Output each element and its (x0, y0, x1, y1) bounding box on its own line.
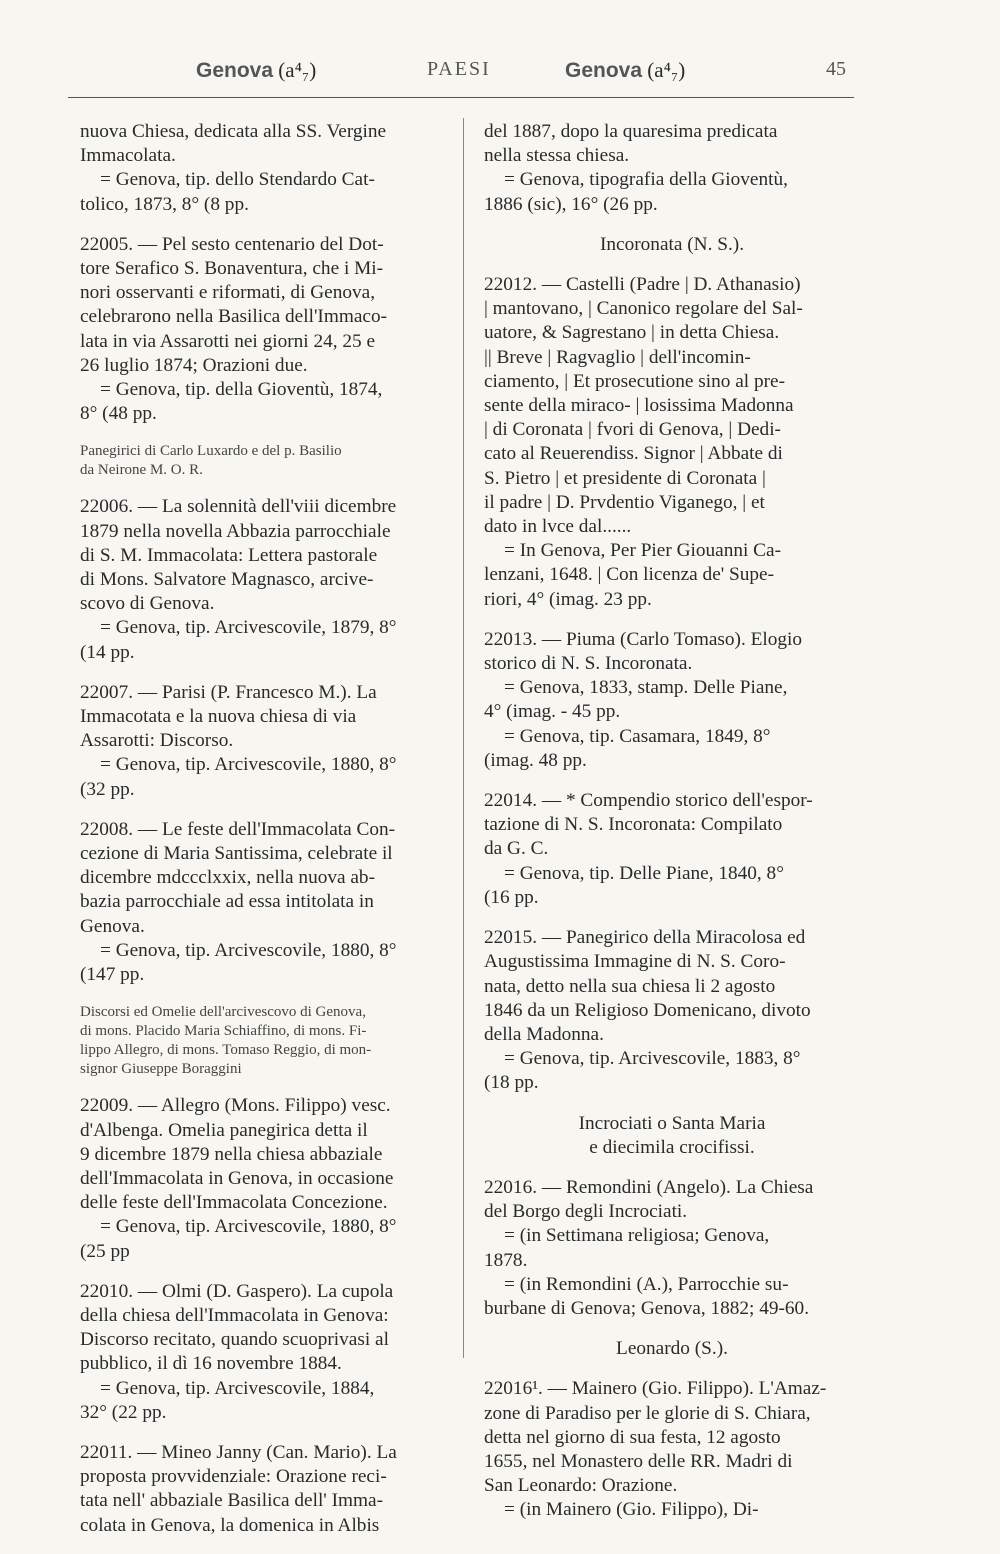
text-line: cato al Reuerendiss. Signor | Abbate di (484, 443, 783, 465)
text-line: 22011. — Mineo Janny (Can. Mario). La (80, 1441, 397, 1463)
text-line: di mons. Placido Maria Schiaffino, di mons. Fi- (80, 1023, 367, 1040)
text-line: 22005. — Pel sesto centenario del Dot- (80, 233, 384, 255)
text-line: signor Giuseppe Boraggini (80, 1061, 242, 1078)
text-line: Incrociati o Santa Maria (578, 1112, 766, 1134)
text-line: 4° (imag. - 45 pp. (484, 701, 621, 723)
text-line: = Genova, tip. Delle Piane, 1840, 8° (504, 862, 784, 884)
text-line: della Madonna. (484, 1023, 604, 1045)
text-line: Assarotti: Discorso. (80, 730, 234, 752)
text-line: burbane di Genova; Genova, 1882; 49-60. (484, 1297, 810, 1319)
text-line: (147 pp. (80, 964, 145, 986)
text-line: da G. C. (484, 838, 549, 860)
text-line: Immacotata e la nuova chiesa di via (80, 706, 357, 728)
entry-note (80, 1003, 448, 1079)
text-line: nella stessa chiesa. (484, 145, 630, 167)
text-line: = Genova, tip. Casamara, 1849, 8° (504, 725, 771, 747)
text-line: scovo di Genova. (80, 593, 215, 615)
text-line: il padre | D. Prvdentio Viganego, | et (484, 491, 765, 513)
text-line: lippo Allegro, di mons. Tomaso Reggio, di mon- (80, 1042, 372, 1059)
text-line: = Genova, tip. Arcivescovile, 1880, 8° (100, 1216, 397, 1238)
text-line: (14 pp. (80, 641, 135, 663)
bibliography-entry (484, 789, 860, 910)
text-line: San Leonardo: Orazione. (484, 1475, 678, 1497)
text-line: S. Pietro | et presidente di Coronata | (484, 467, 766, 489)
text-line: 22006. — La solennità dell'viii dicembre (80, 496, 397, 518)
text-line: del Borgo degli Incrociati. (484, 1201, 688, 1223)
text-line: (18 pp. (484, 1072, 539, 1094)
text-line: 1886 (sic), 16° (26 pp. (484, 193, 658, 215)
text-line: = (in Mainero (Gio. Filippo), Di- (504, 1499, 759, 1521)
text-line: = (in Remondini (A.), Parrocchie su- (504, 1273, 789, 1295)
text-line: (32 pp. (80, 778, 135, 800)
text-line: 1846 da un Religioso Domenicano, divoto (484, 999, 811, 1021)
text-line: 22010. — Olmi (D. Gaspero). La cupola (80, 1280, 394, 1302)
text-line: delle feste dell'Immacolata Concezione. (80, 1192, 388, 1214)
text-line: pubblico, il dì 16 novembre 1884. (80, 1353, 342, 1375)
text-line: 32° (22 pp. (80, 1401, 167, 1423)
text-line: tazione di N. S. Incoronata: Compilato (484, 814, 783, 836)
text-line: 1879 nella novella Abbazia parrocchiale (80, 520, 391, 542)
text-line: nata, detto nella sua chiesa li 2 agosto (484, 975, 776, 997)
text-line: sente della miraco- | losissima Madonna (484, 395, 794, 417)
bibliography-entry (484, 628, 860, 773)
text-line: (imag. 48 pp. (484, 749, 587, 771)
text-line: = Genova, tip. Arcivescovile, 1883, 8° (504, 1048, 801, 1070)
running-head-right (565, 58, 685, 83)
bibliography-entry (484, 1176, 860, 1321)
text-line: = Genova, tip. dello Stendardo Cat- (100, 169, 375, 191)
text-line: del 1887, dopo la quaresima predicata (484, 121, 778, 142)
bibliography-entry (80, 1280, 448, 1425)
text-line: detta nel giorno di sua festa, 12 agosto (484, 1426, 781, 1448)
text-line: uatore, & Sagrestano | in detta Chiesa. (484, 322, 780, 344)
text-line: 22013. — Piuma (Carlo Tomaso). Elogio (484, 628, 803, 650)
entry-continuation (484, 120, 860, 217)
page-header (0, 0, 1000, 105)
text-line: nuova Chiesa, dedicata alla SS. Vergine (80, 121, 387, 142)
text-line: = Genova, tip. Arcivescovile, 1884, (100, 1377, 375, 1399)
right-column (484, 120, 860, 1539)
section-heading (484, 233, 860, 257)
bibliography-entry (484, 1377, 860, 1522)
bibliography-entry (80, 818, 448, 987)
text-line: di S. M. Immacolata: Lettera pastorale (80, 544, 378, 566)
text-line: celebrarono nella Basilica dell'Immaco- (80, 306, 388, 328)
text-line: dicembre mdccclxxix, nella nuova ab- (80, 867, 375, 889)
text-line: bazia parrocchiale ad essa intitolata in (80, 891, 374, 913)
text-line: colata in Genova, la domenica in Albis (80, 1514, 380, 1536)
text-line: 22014. — * Compendio storico dell'espor- (484, 790, 813, 812)
text-line: della chiesa dell'Immacolata in Genova: (80, 1304, 389, 1326)
text-line: 1655, nel Monastero delle RR. Madri di (484, 1450, 793, 1472)
bibliography-entry (80, 233, 448, 427)
text-line: Discorsi ed Omelie dell'arcivescovo di Genova, (80, 1004, 366, 1021)
text-line: 22009. — Allegro (Mons. Filippo) vesc. (80, 1095, 391, 1117)
text-line: riori, 4° (imag. 23 pp. (484, 588, 652, 610)
bibliography-entry (80, 681, 448, 802)
text-line: 22007. — Parisi (P. Francesco M.). La (80, 681, 377, 703)
header-rule (68, 97, 854, 98)
text-line: Panegirici di Carlo Luxardo e del p. Basilio (80, 443, 342, 460)
text-line: = Genova, tip. Arcivescovile, 1880, 8° (100, 939, 397, 961)
text-line: | di Coronata | fvori di Genova, | Dedi- (484, 419, 781, 441)
bibliography-entry (80, 495, 448, 664)
text-line: = In Genova, Per Pier Giouanni Ca- (504, 540, 781, 562)
text-line: Immacolata. (80, 145, 176, 167)
text-line: 1878. (484, 1249, 528, 1271)
text-line: tore Serafico S. Bonaventura, che i Mi- (80, 258, 384, 280)
text-line: 22012. — Castelli (Padre | D. Athanasio) (484, 274, 801, 296)
section-heading (484, 1112, 860, 1160)
entry-note (80, 442, 448, 480)
page-number: 45 (826, 58, 846, 80)
running-head-left-title: Genova (196, 59, 274, 82)
running-head-right-title: Genova (565, 59, 643, 82)
text-line: da Neirone M. O. R. (80, 462, 203, 479)
text-line: (16 pp. (484, 886, 539, 908)
text-line: = Genova, tipografia della Gioventù, (504, 169, 788, 191)
text-line: = Genova, tip. della Gioventù, 1874, (100, 379, 383, 401)
text-line: | mantovano, | Canonico regolare del Sal- (484, 298, 803, 320)
text-line: Genova. (80, 915, 145, 937)
text-line: di Mons. Salvatore Magnasco, arcive- (80, 569, 374, 591)
text-line: = (in Settimana religiosa; Genova, (504, 1225, 770, 1247)
text-line: = Genova, tip. Arcivescovile, 1879, 8° (100, 617, 397, 639)
text-line: lenzani, 1648. | Con licenza de' Supe- (484, 564, 775, 586)
column-divider (463, 118, 464, 1358)
running-head-left (196, 58, 316, 83)
text-line: zone di Paradiso per le glorie di S. Chiara, (484, 1402, 811, 1424)
bibliography-entry (80, 1441, 448, 1538)
text-line: (25 pp (80, 1240, 130, 1262)
text-line: 22015. — Panegirico della Miracolosa ed (484, 927, 806, 949)
running-head-section: PAESI (427, 58, 491, 80)
text-line: cezione di Maria Santissima, celebrate il (80, 843, 393, 865)
bibliography-entry (484, 926, 860, 1095)
text-line: tata nell' abbaziale Basilica dell' Imma- (80, 1490, 383, 1512)
text-line: 8° (48 pp. (80, 403, 157, 425)
text-line: Incoronata (N. S.). (599, 233, 745, 255)
text-line: 9 dicembre 1879 nella chiesa abbaziale (80, 1143, 383, 1165)
text-line: storico di N. S. Incoronata. (484, 653, 693, 675)
text-line: 22016. — Remondini (Angelo). La Chiesa (484, 1176, 814, 1198)
text-line: dell'Immacolata in Genova, in occasione (80, 1167, 394, 1189)
text-line: lata in via Assarotti nei giorni 24, 25 e (80, 330, 376, 352)
running-head-right-sub: (a⁴₇) (647, 58, 686, 82)
text-line: e diecimila crocifissi. (589, 1136, 755, 1158)
text-line: 22008. — Le feste dell'Immacolata Con- (80, 818, 396, 840)
text-line: || Breve | Ragvaglio | dell'incomin- (484, 346, 751, 368)
entry-continuation (80, 120, 448, 217)
text-line: proposta provvidenziale: Orazione reci- (80, 1466, 387, 1488)
text-line: 22016¹. — Mainero (Gio. Filippo). L'Amaz- (484, 1378, 827, 1400)
text-line: d'Albenga. Omelia panegirica detta il (80, 1119, 368, 1141)
text-line: 26 luglio 1874; Orazioni due. (80, 354, 308, 376)
bibliography-entry (80, 1094, 448, 1263)
text-line: tolico, 1873, 8° (8 pp. (80, 193, 249, 215)
section-heading (484, 1337, 860, 1361)
text-line: = Genova, tip. Arcivescovile, 1880, 8° (100, 754, 397, 776)
left-column (80, 120, 448, 1554)
text-line: Augustissima Immagine di N. S. Coro- (484, 951, 786, 973)
running-head-left-sub: (a⁴₇) (278, 58, 317, 82)
bibliography-entry (484, 273, 860, 612)
text-line: nori osservanti e riformati, di Genova, (80, 282, 376, 304)
text-line: Discorso recitato, quando scuoprivasi al (80, 1329, 389, 1351)
text-line: Leonardo (S.). (616, 1338, 728, 1360)
text-line: dato in lvce dal...... (484, 516, 632, 538)
text-line: ciamento, | Et prosecutione sino al pre- (484, 370, 786, 392)
text-line: = Genova, 1833, stamp. Delle Piane, (504, 677, 788, 699)
